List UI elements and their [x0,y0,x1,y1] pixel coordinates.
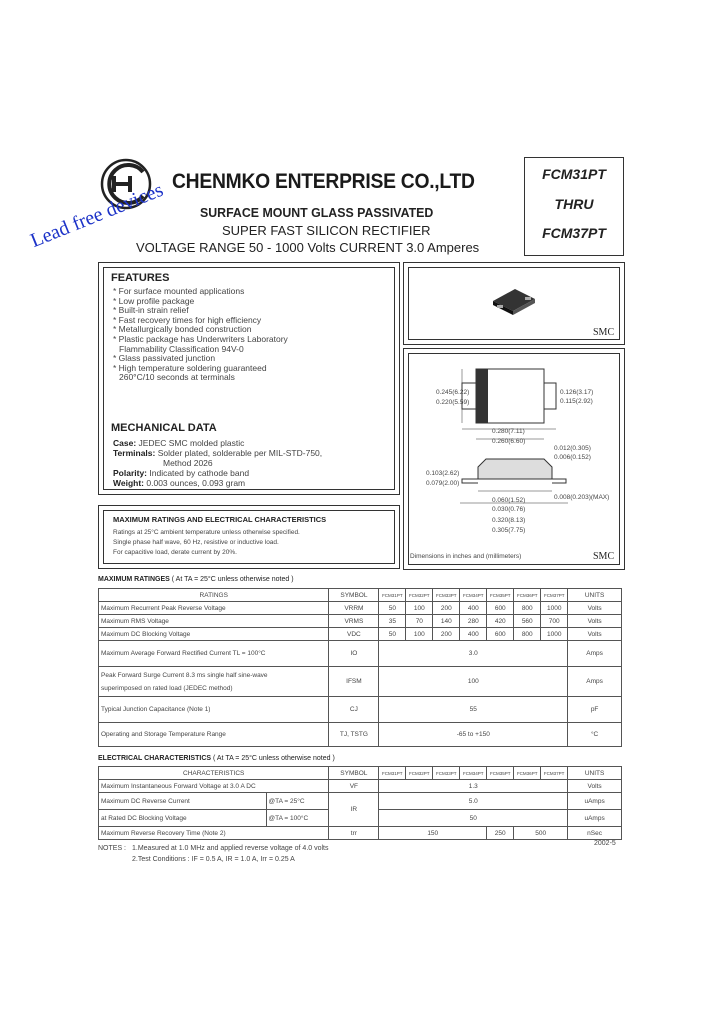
text-label: Terminals: [113,448,156,458]
ratings-note-box [98,505,400,569]
text-label: Case: [113,438,137,448]
table-cell: 100 [379,667,568,697]
table-cell: 280 [460,615,487,628]
table-cell: 250 [487,827,514,840]
table-cell: Operating and Storage Temperature Range [99,723,329,747]
dim-d12: 0.030(0.76) [492,506,526,513]
table-cell: 100 [406,628,433,641]
part-number-box [524,157,624,256]
table-cell: 200 [433,628,460,641]
mechanical-list [113,438,322,488]
text-label: Solder plated, solderable per MIL-STD-750, [155,448,323,458]
dimension-package-label: SMC [593,551,615,562]
table-cell: 50 [379,810,568,827]
dim-d5: 0.280(7.11) [492,428,525,435]
text-label: MAXIMUM RATINGES [98,576,170,583]
date-code: 2002-5 [594,840,616,847]
table-cell: IFSM [329,667,379,697]
feature-item: 260°C/10 seconds at terminals [119,372,235,383]
table-cell: nSec [568,827,622,840]
table-row [99,602,622,615]
table-cell: uAmps [568,793,622,810]
table-cell: 50 [379,602,406,615]
table-cell: 35 [379,615,406,628]
mech-terminals-method: Method 2026 [163,458,213,468]
table-cell: Volts [568,615,622,628]
table-header-row [99,767,622,780]
feature-item: * Built-in strain relief [113,305,189,316]
table-cell: 800 [514,628,541,641]
table-cell: Maximum DC Reverse Current [99,793,267,810]
table-cell: Peak Forward Surge Current 8.3 ms single half sine-wave superimposed on rated load (JEDEC method) [99,667,329,697]
table-row [99,827,622,840]
table-cell: °C [568,723,622,747]
dim-d13: 0.008(0.203)(MAX) [554,494,610,501]
mech-weight [113,478,322,488]
table-cell: 3.0 [379,641,568,667]
ratings-note-2: Single phase half wave, 60 Hz, resistive or inductive load. [113,539,279,546]
table-cell: Amps [568,641,622,667]
table-row [99,667,622,697]
feature-item: * Glass passivated junction [113,353,216,364]
table-row [99,641,622,667]
table-cell: 420 [487,615,514,628]
table-cell: Volts [568,602,622,615]
dimension-drawing-box [403,348,625,570]
table-cell: -65 to +150 [379,723,568,747]
header-cell: FCM35PT [487,589,514,602]
table-cell: @TA = 100°C [266,810,329,827]
dim-d2: 0.220(5.59) [436,399,470,406]
electrical-table [98,766,622,840]
note-2: 2.Test Conditions : IF = 0.5 A, IR = 1.0 A, Irr = 0.25 A [132,856,295,863]
features-title: FEATURES [111,272,170,284]
package-label: SMC [593,327,615,338]
table-cell: IR [329,793,379,827]
table-cell: 150 [379,827,487,840]
table-cell: CJ [329,697,379,723]
feature-item: * For surface mounted applications [113,286,245,296]
feature-item: * High temperature soldering guaranteed [113,362,267,373]
table-row [99,697,622,723]
table-cell: 200 [433,602,460,615]
table-cell: 400 [460,628,487,641]
text-label: Indicated by cathode band [147,468,250,478]
header-cell: UNITS [568,589,622,602]
table-cell: IO [329,641,379,667]
dim-d6: 0.260(6.60) [492,438,526,445]
table-cell: FCM33PT [433,767,460,780]
mechanical-title: MECHANICAL DATA [111,422,217,434]
dimension-drawing [404,349,624,569]
max-ratings-title [98,576,294,583]
dimension-note: Dimensions in inches and (millimeters) [410,553,522,560]
table-cell: Maximum RMS Voltage [99,615,329,628]
table-row [99,780,622,793]
text-label: Polarity: [113,468,148,478]
table-cell: SYMBOL [329,767,379,780]
part-number-end: FCM37PT [542,225,606,241]
table-cell: Amps [568,667,622,697]
table-cell: Maximum Recurrent Peak Reverse Voltage [99,602,329,615]
note-1: 1.Measured at 1.0 MHz and applied reverse voltage of 4.0 volts [132,845,329,852]
header-cell: SYMBOL [329,589,379,602]
mech-polarity [113,468,322,478]
table-row [99,615,622,628]
dim-d7: 0.012(0.305) [554,445,591,452]
company-name: CHENMKO ENTERPRISE CO.,LTD [172,170,475,193]
table-cell: CHARACTERISTICS [99,767,329,780]
mech-case [113,438,322,448]
features-list [113,287,288,383]
table-cell: FCM35PT [487,767,514,780]
dim-d9: 0.103(2.62) [426,470,460,477]
table-cell: @TA = 25°C [266,793,329,810]
table-cell: 5.0 [379,793,568,810]
header-cell: RATINGS [99,589,329,602]
table-cell: trr [329,827,379,840]
dim-d3: 0.126(3.17) [560,389,594,396]
table-cell: FCM37PT [541,767,568,780]
table-cell: FCM36PT [514,767,541,780]
header-cell: FCM34PT [460,589,487,602]
text-label: ( At TA = 25°C unless otherwise noted ) [213,755,335,762]
feature-item: Flammability Classification 94V-0 [119,343,244,354]
table-cell: 50 [379,628,406,641]
feature-item: * Low profile package [113,295,195,306]
table-cell: 800 [514,602,541,615]
dim-d4: 0.115(2.92) [560,398,593,405]
lead-free-label: Lead free devices [27,178,167,253]
ratings-note-1: Ratings at 25°C ambient temperature unless otherwise specified. [113,529,300,536]
text-label: ( At TA = 25°C unless otherwise noted ) [171,576,294,583]
smc-package-icon [489,285,539,319]
table-cell: VDC [329,628,379,641]
table-row [99,628,622,641]
table-cell: Maximum DC Blocking Voltage [99,628,329,641]
header-cell: FCM31PT [379,589,406,602]
table-cell: 560 [514,615,541,628]
table-cell: 140 [433,615,460,628]
header-cell: FCM37PT [541,589,568,602]
table-cell: FCM34PT [460,767,487,780]
table-cell: 700 [541,615,568,628]
feature-item: * Plastic package has Underwriters Laboratory [113,333,288,344]
table-cell: at Rated DC Blocking Voltage [99,810,267,827]
ratings-note-3: For capacitive load, derate current by 20%. [113,549,237,556]
table-cell: 1000 [541,628,568,641]
part-number-start: FCM31PT [542,166,606,182]
text-label: ELECTRICAL CHARACTERISTICS [98,755,212,762]
table-cell: Typical Junction Capacitance (Note 1) [99,697,329,723]
table-cell: 400 [460,602,487,615]
table-header-row [99,589,622,602]
dim-d8: 0.006(0.152) [554,454,591,461]
table-cell: Volts [568,780,622,793]
subtitle-2: SUPER FAST SILICON RECTIFIER [222,223,431,238]
table-cell: VF [329,780,379,793]
text-label: 0.003 ounces, 0.093 gram [144,478,246,488]
table-cell: pF [568,697,622,723]
table-cell: 1000 [541,602,568,615]
table-cell: 100 [406,602,433,615]
subtitle-3: VOLTAGE RANGE 50 - 1000 Volts CURRENT 3.0 Amperes [136,240,480,255]
table-cell: FCM32PT [406,767,433,780]
text-label: JEDEC SMC molded plastic [136,438,245,448]
table-cell: Maximum Instantaneous Forward Voltage at 3.0 A DC [99,780,329,793]
table-cell: 1.3 [379,780,568,793]
dim-d15: 0.305(7.75) [492,527,526,534]
dim-d14: 0.320(8.13) [492,517,526,524]
table-cell: 600 [487,628,514,641]
header-cell: FCM33PT [433,589,460,602]
header-cell: FCM36PT [514,589,541,602]
table-cell: Maximum Reverse Recovery Time (Note 2) [99,827,329,840]
features-mechanical-box [98,262,400,495]
text-label: Weight: [113,478,145,488]
package-image-box [403,262,625,345]
notes-label: NOTES : [98,845,127,852]
table-cell: 600 [487,602,514,615]
dim-d1: 0.245(6.22) [436,389,470,396]
part-number-thru: THRU [554,196,594,212]
table-row [99,723,622,747]
table-cell: 70 [406,615,433,628]
table-cell: VRMS [329,615,379,628]
feature-item: * Metallurgically bonded construction [113,324,252,335]
table-cell: TJ, TSTG [329,723,379,747]
table-cell: Volts [568,628,622,641]
max-ratings-table [98,588,622,747]
dim-d10: 0.079(2.00) [426,480,460,487]
table-cell: Maximum Average Forward Rectified Current TL = 100°C [99,641,329,667]
ratings-box-title: MAXIMUM RATINGS AND ELECTRICAL CHARACTERISTICS [113,515,327,524]
table-cell: VRRM [329,602,379,615]
table-cell: uAmps [568,810,622,827]
header-cell: FCM32PT [406,589,433,602]
table-cell: UNITS [568,767,622,780]
dim-d11: 0.060(1.52) [492,497,526,504]
subtitle-1: SURFACE MOUNT GLASS PASSIVATED [200,205,434,220]
table-cell: 500 [514,827,568,840]
table-cell: FCM31PT [379,767,406,780]
feature-item: * Fast recovery times for high efficiency [113,314,262,325]
electrical-title [98,755,335,762]
table-row [99,793,622,810]
table-cell: 55 [379,697,568,723]
mech-terminals [113,448,322,458]
